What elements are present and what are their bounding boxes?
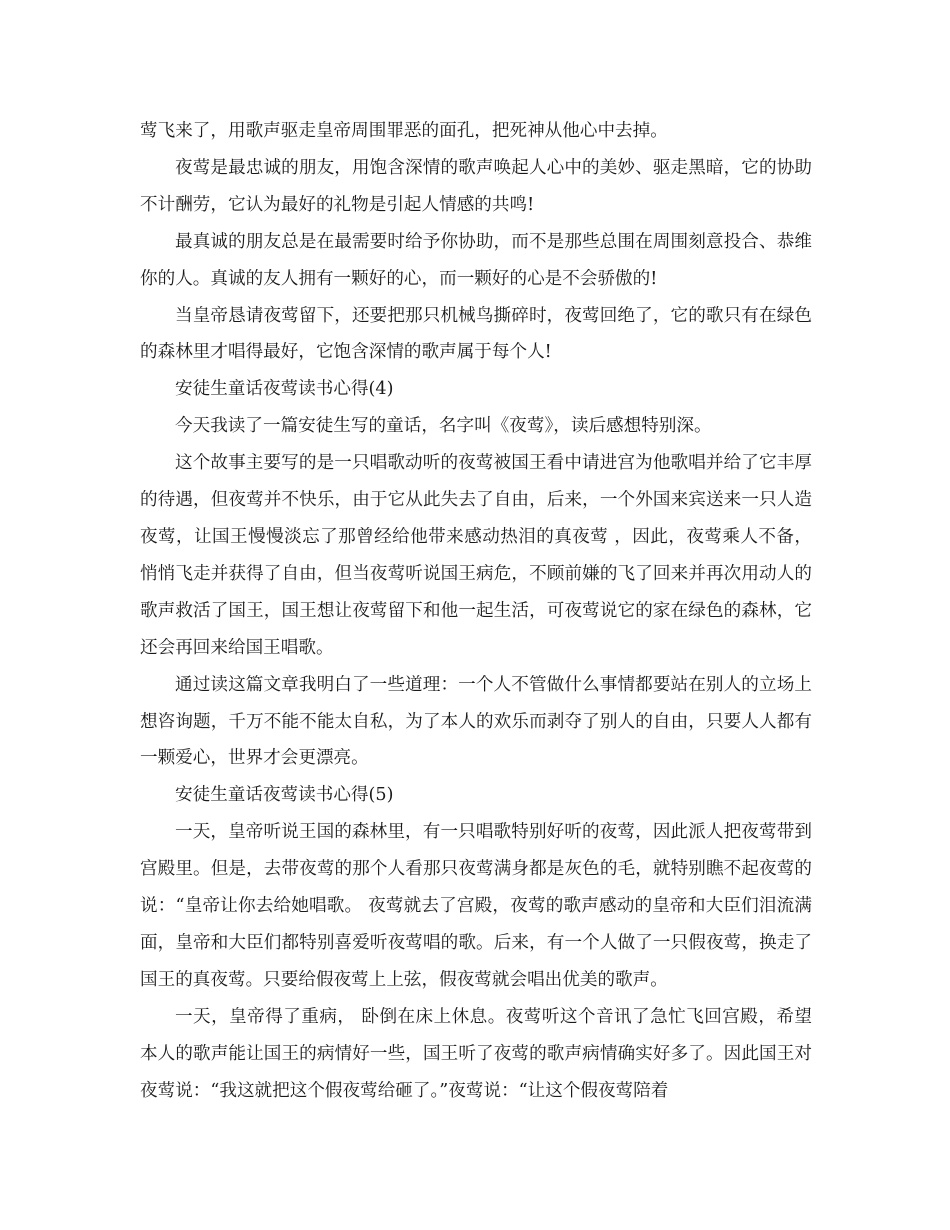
paragraph-6: 这个故事主要写的是一只唱歌动听的夜莺被国王看中请进宫为他歌唱并给了它丰厚的待遇，但夜莺并不快乐，由于它从此失去了自由，后来，一个外国来宾送来一只人造夜莺，让国王慢慢淡忘了那曾经给他带来感动热泪的真夜莺 ，因此，夜莺乘人不备，悄悄飞走并获得了自由，但当夜莺听说国王病危，不顾前嫌的飞了回来并再次用动人的歌声救活了国王，国王想让夜莺留下和他一起生活，可夜莺说它的家在绿色的森林，它还会再回来给国王唱歌。 (140, 453, 812, 658)
paragraph-7: 通过读这篇文章我明白了一些道理：一个人不管做什么事情都要站在别人的立场上想咨询题，千万不能不能太自私，为了本人的欢乐而剥夺了别人的自由，只要人人都有一颗爱心，世界才会更漂亮。 (140, 674, 812, 769)
paragraph-2: 夜莺是最忠诚的朋友，用饱含深情的歌声唤起人心中的美妙、驱走黑暗，它的协助不计酬劳，它认为最好的礼物是引起人情感的共鸣! (140, 157, 812, 215)
document-body (140, 113, 812, 1109)
paragraph-9: 一天，皇帝得了重病， 卧倒在床上休息。夜莺听这个音讯了急忙飞回宫殿，希望本人的歌声能让国王的病情好一些，国王听了夜莺的歌声病情确实好多了。因此国王对夜莺说：“我这就把这个假夜莺给砸了。”夜莺说：“让这个假夜莺陪着 (140, 1006, 812, 1101)
paragraph-3: 最真诚的朋友总是在最需要时给予你协助，而不是那些总围在周围刻意投合、恭维你的人。真诚的友人拥有一颗好的心，而一颗好的心是不会骄傲的! (140, 231, 812, 289)
paragraph-1: 莺飞来了，用歌声驱走皇帝周围罪恶的面孔，把死神从他心中去掉。 (140, 121, 668, 141)
paragraph-8: 一天，皇帝听说王国的森林里，有一只唱歌特别好听的夜莺，因此派人把夜莺带到宫殿里。但是，去带夜莺的那个人看那只夜莺满身都是灰色的毛，就特别瞧不起夜莺的说：“皇帝让你去给她唱歌。 夜莺就去了宫殿，夜莺的歌声感动的皇帝和大臣们泪流满面，皇帝和大臣们都特别喜爱听夜莺唱的歌。后来，有一个人做了一只假夜莺，换走了国王的真夜莺。只要给假夜莺上上弦，假夜莺就会唱出优美的歌声。 (140, 822, 812, 990)
paragraph-5: 今天我读了一篇安徒生写的童话，名字叫《夜莺》，读后感想特别深。 (175, 416, 712, 437)
section-heading-4: 安徒生童话夜莺读书心得(4) (175, 379, 394, 400)
section-heading-5: 安徒生童话夜莺读书心得(5) (175, 785, 394, 806)
paragraph-4: 当皇帝恳请夜莺留下，还要把那只机械鸟撕碎时，夜莺回绝了，它的歌只有在绿色的森林里才唱得最好，它饱含深情的歌声属于每个人! (140, 305, 812, 363)
